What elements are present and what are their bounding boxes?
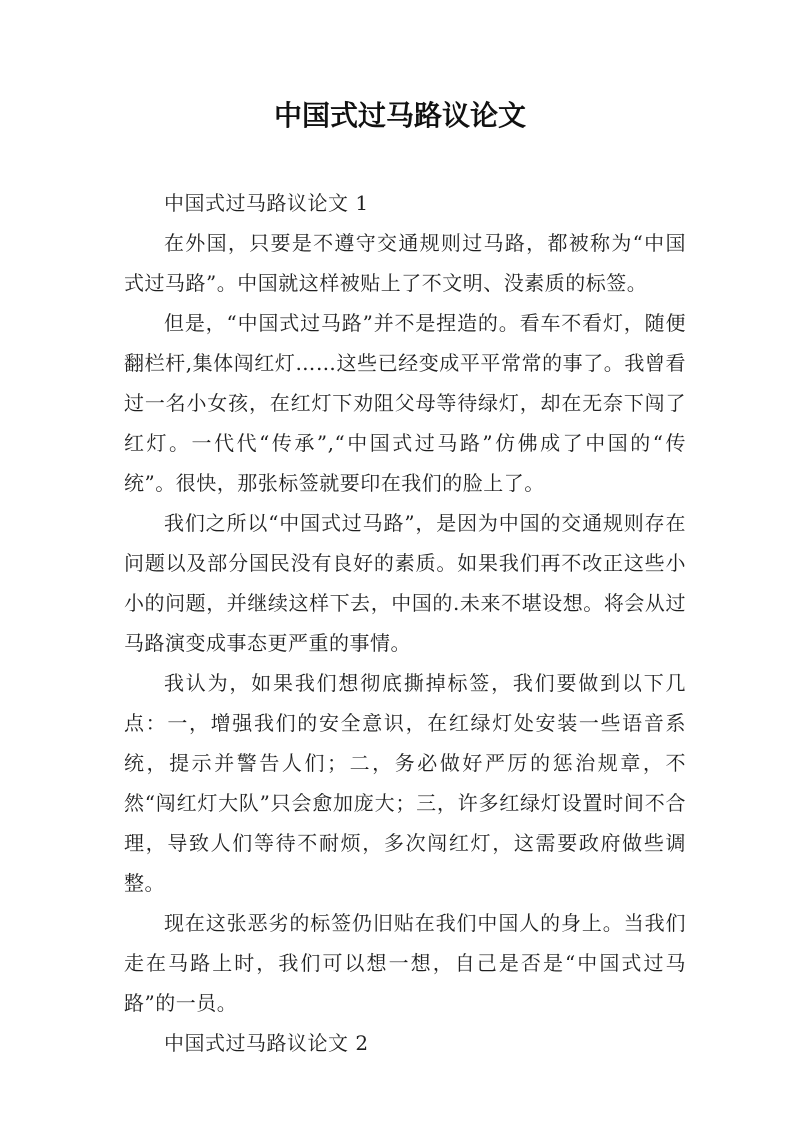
paragraph-2: 但是，“中国式过马路”并不是捏造的。看车不看灯，随便翻栏杆,集体闯红灯……这些已经变成平平常常的事了。我曾看过一名小女孩，在红灯下劝阻父母等待绿灯，却在无奈下闯了红灯。一代代“传承”,“中国式过马路”仿佛成了中国的“传统”。很快，那张标签就要印在我们的脸上了。 xyxy=(124,311,686,495)
paragraph-3: 我们之所以“中国式过马路”，是因为中国的交通规则存在问题以及部分国民没有良好的素质。如果我们再不改正这些小小的问题，并继续这样下去，中国的.未来不堪设想。将会从过马路演变成事态更严重的事情。 xyxy=(124,511,686,655)
document-body xyxy=(124,183,686,1063)
paragraph-1: 在外国，只要是不遵守交通规则过马路，都被称为“中国式过马路”。中国就这样被贴上了不文明、没素质的标签。 xyxy=(124,231,686,295)
section-heading-2: 中国式过马路议论文 2 xyxy=(164,1031,369,1055)
section-heading-1: 中国式过马路议论文 1 xyxy=(164,191,369,215)
paragraph-5: 现在这张恶劣的标签仍旧贴在我们中国人的身上。当我们走在马路上时，我们可以想一想，自己是否是“中国式过马路”的一员。 xyxy=(124,911,686,1015)
page-title: 中国式过马路议论文 xyxy=(273,99,526,132)
paragraph-4: 我认为，如果我们想彻底撕掉标签，我们要做到以下几点：一，增强我们的安全意识，在红绿灯处安装一些语音系统，提示并警告人们；二，务必做好严厉的惩治规章，不然“闯红灯大队”只会愈加庞大；三，许多红绿灯设置时间不合理，导致人们等待不耐烦，多次闯红灯，这需要政府做些调整。 xyxy=(124,671,686,895)
